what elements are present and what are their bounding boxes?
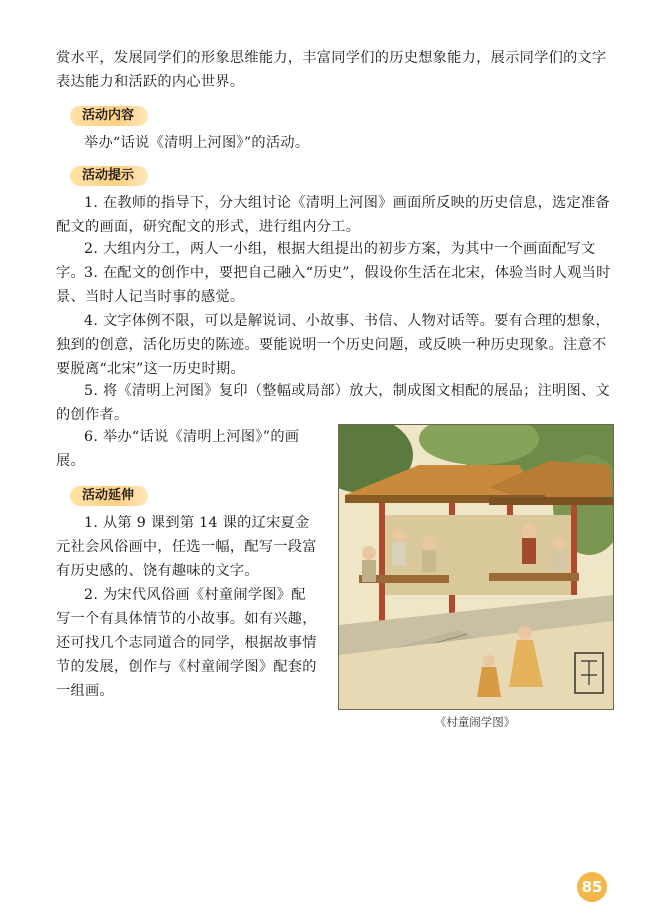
figure-caption: 《村童闹学图》 [434, 715, 516, 729]
tip-item-6: 6. 举办“话说《清明上河图》”的画展。 [56, 429, 300, 469]
tip-item-3: 3. 在配文的创作中，要把自己融入“历史”，假设你生活在北宋，体验当时人观当时景、当时人记当时事的感觉。 [56, 265, 611, 305]
tip-item-2: 2. 大组内分工，两人一小组，根据大组提出的初步方案，为其中一个画面配写文字。 [56, 241, 596, 281]
tip-item-4: 4. 文字体例不限，可以是解说词、小故事、书信、人物对话等。要有合理的想象，独到的创意，活化历史的陈迹。要能说明一个历史问题，或反映一种历史现象。注意不要脱离“北宋”这一历史时期。 [56, 313, 611, 377]
section-tag-content: 活动内容 [70, 106, 148, 126]
content-text: 举办“话说《清明上河图》”的活动。 [84, 135, 310, 151]
tip-item-5: 5. 将《清明上河图》复印（整幅或局部）放大，制成图文相配的展品；注明图、文的创作者。 [56, 383, 611, 423]
extension-item-2: 2. 为宋代风俗画《村童闹学图》配写一个有具体情节的小故事。如有兴趣，还可找几个志同道合的同学，根据故事情节的发展，创作与《村童闹学图》配套的一组画。 [56, 587, 317, 699]
village-school-painting [338, 424, 614, 710]
intro-paragraph: 赏水平，发展同学们的形象思维能力，丰富同学们的历史想象能力，展示同学们的文字表达能力和活跃的内心世界。 [56, 50, 607, 90]
tip-item-1: 1. 在教师的指导下，分大组讨论《清明上河图》画面所反映的历史信息，选定准备配文的画面，研究配文的形式，进行组内分工。 [56, 195, 611, 235]
section-tag-tips: 活动提示 [70, 166, 148, 186]
section-tag-extension: 活动延伸 [70, 486, 148, 506]
page-number-badge: 85 [577, 872, 607, 902]
extension-item-1: 1. 从第 9 课到第 14 课的辽宋夏金元社会风俗画中，任选一幅，配写一段富有历史感的、饶有趣味的文字。 [56, 515, 317, 579]
